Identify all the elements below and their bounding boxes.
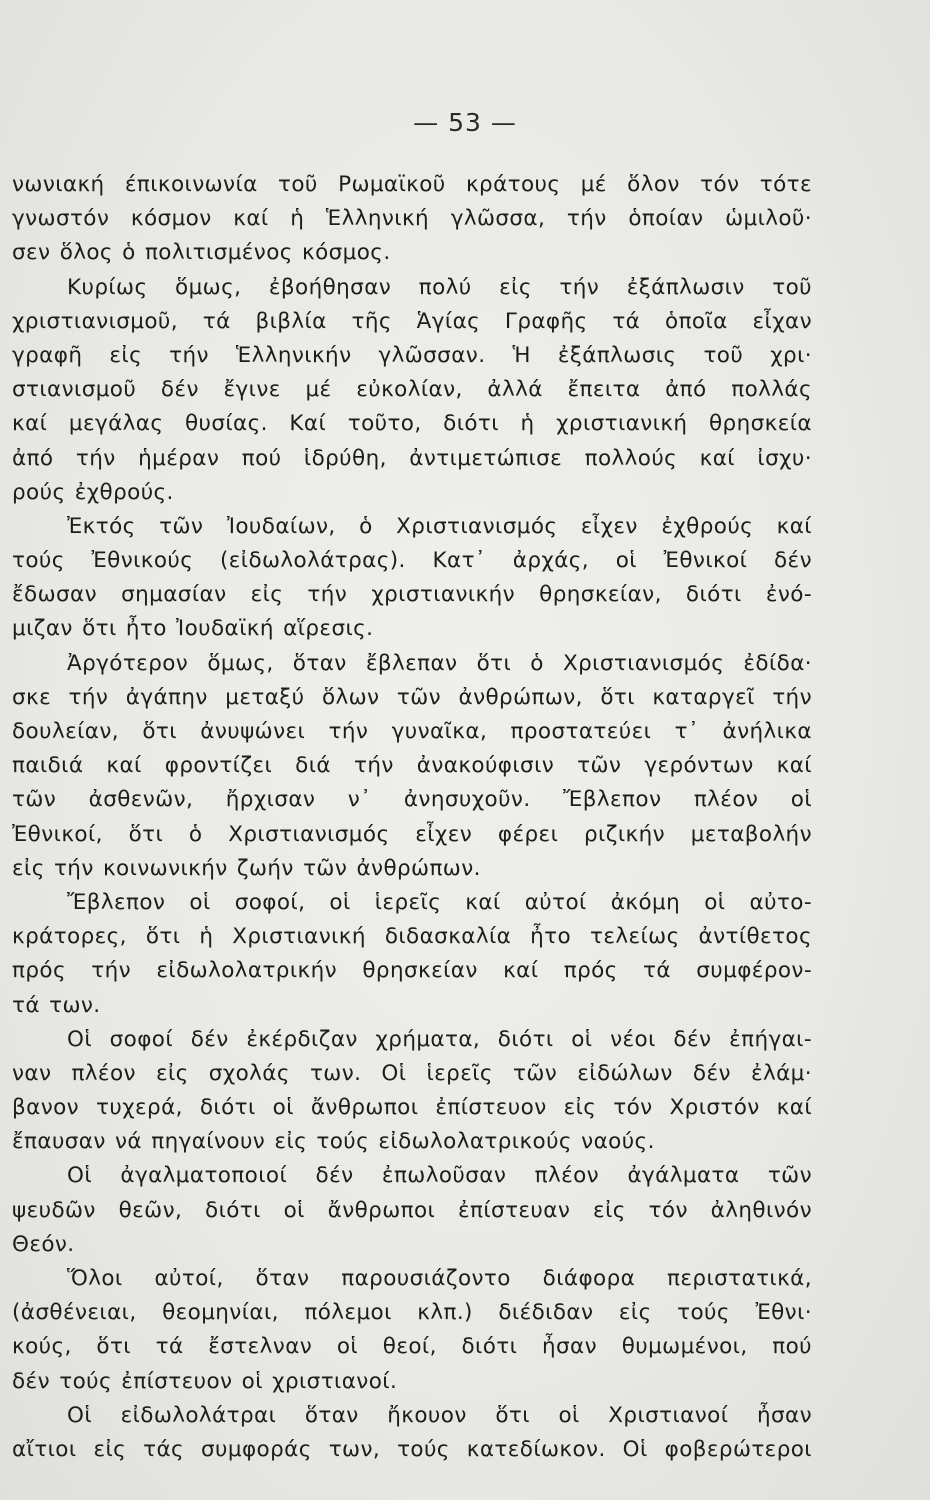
text-line: γνωστόν κόσμον καί ἡ Ἑλληνική γλῶσσα, τήν ὁποίαν ὡμιλοῦ· xyxy=(12,206,812,232)
text-line: γραφῆ εἰς τήν Ἑλληνικήν γλῶσσαν. Ἡ ἐξάπλωσις τοῦ χρι· xyxy=(12,342,812,368)
text-line: τούς Ἐθνικούς (εἰδωλολάτρας). Κατ᾽ ἀρχάς, οἱ Ἐθνικοί δέν xyxy=(12,548,812,574)
text-line: παιδιά καί φροντίζει διά τήν ἀνακούφισιν τῶν γερόντων καί xyxy=(12,753,812,779)
body-text xyxy=(12,168,812,1467)
text-line: ἀπό τήν ἡμέραν πού ἱδρύθη, ἀντιμετώπισε πολλούς καί ἰσχυ· xyxy=(12,445,812,471)
text-line: πρός τήν εἰδωλολατρικήν θρησκείαν καί πρός τά συμφέρον- xyxy=(12,958,812,984)
text-line: Ἔβλεπον οἱ σοφοί, οἱ ἱερεῖς καί αὐτοί ἀκόμη οἱ αὐτο- xyxy=(67,889,812,915)
text-line: Ἐθνικοί, ὅτι ὁ Χριστιανισμός εἶχεν φέρει ριζικήν μεταβολήν xyxy=(12,821,812,847)
text-line: σκε τήν ἀγάπην μεταξύ ὅλων τῶν ἀνθρώπων, ὅτι καταργεῖ τήν xyxy=(12,684,812,710)
text-line: Θεόν. xyxy=(12,1231,75,1257)
text-line: χριστιανισμοῦ, τά βιβλία τῆς Ἁγίας Γραφῆς τά ὁποῖα εἶχαν xyxy=(12,308,812,334)
text-line: νωνιακή έπικοινωνία τοῦ Ρωμαϊκοῦ κράτους μέ ὅλον τόν τότε xyxy=(12,172,812,197)
text-line: στιανισμοῦ δέν ἔγινε μέ εὐκολίαν, ἀλλά ἔπειτα ἀπό πολλάς xyxy=(12,377,812,403)
text-line: (ἀσθένειαι, θεομηνίαι, πόλεμοι κλπ.) διέδιδαν εἰς τούς Ἐθνι· xyxy=(12,1300,812,1326)
text-line: τῶν ἀσθενῶν, ἤρχισαν ν᾽ ἀνησυχοῦν. Ἔβλεπον πλέον οἱ xyxy=(12,787,812,813)
text-line: Ἐκτός τῶν Ἰουδαίων, ὁ Χριστιανισμός εἶχεν ἐχθρούς καί xyxy=(67,513,812,539)
text-line: Ἀργότερον ὅμως, ὅταν ἔβλεπαν ὅτι ὁ Χριστιανισμός ἐδίδα· xyxy=(67,650,812,676)
text-line: καί μεγάλας θυσίας. Καί τοῦτο, διότι ἡ χριστιανική θρησκεία xyxy=(12,411,812,437)
text-line: δουλείαν, ὅτι ἀνυψώνει τήν γυναῖκα, προστατεύει τ᾽ ἀνήλικα xyxy=(12,719,812,744)
text-line: σεν ὅλος ὁ πολιτισμένος κόσμος. xyxy=(12,240,391,266)
text-line: μιζαν ὅτι ἦτο Ἰουδαϊκή αἵρεσις. xyxy=(12,616,374,642)
text-line: ναν πλέον εἰς σχολάς των. Οἱ ἱερεῖς τῶν εἰδώλων δέν ἐλάμ· xyxy=(12,1060,812,1086)
text-line: Οἱ ἀγαλματοποιοί δέν ἐπωλοῦσαν πλέον ἀγάλματα τῶν xyxy=(67,1163,812,1189)
text-line: τά των. xyxy=(12,992,101,1018)
text-line: Κυρίως ὅμως, ἐβοήθησαν πολύ εἰς τήν ἐξάπλωσιν τοῦ xyxy=(67,274,812,300)
text-line: κράτορες, ὅτι ἡ Χριστιανική διδασκαλία ἦτο τελείως ἀντίθετος xyxy=(12,924,812,950)
text-line: Οἱ σοφοί δέν ἐκέρδιζαν χρήματα, διότι οἱ νέοι δέν ἐπήγαι- xyxy=(67,1026,812,1052)
text-line: δέν τούς ἐπίστευον οἱ χριστιανοί. xyxy=(12,1368,398,1394)
text-line: ἔδωσαν σημασίαν εἰς τήν χριστιανικήν θρησκείαν, διότι ἐνό- xyxy=(12,582,812,608)
text-line: βανον τυχερά, διότι οἱ ἄνθρωποι ἐπίστευον εἰς τόν Χριστόν καί xyxy=(12,1095,812,1121)
text-line: αἴτιοι εἰς τάς συμφοράς των, τούς κατεδίωκον. Οἱ φοβερώτεροι xyxy=(12,1436,812,1462)
text-line: ἔπαυσαν νά πηγαίνουν εἰς τούς εἰδωλολατρικούς ναούς. xyxy=(12,1129,655,1155)
text-line: εἰς τήν κοινωνικήν ζωήν τῶν ἀνθρώπων. xyxy=(12,855,481,881)
text-line: Οἱ εἰδωλολάτραι ὅταν ἤκουον ὅτι οἱ Χριστιανοί ἦσαν xyxy=(67,1402,812,1428)
page-number: — 53 — xyxy=(413,108,517,137)
text-line: ψευδῶν θεῶν, διότι οἱ ἄνθρωποι ἐπίστευαν εἰς τόν ἀληθινόν xyxy=(12,1197,812,1223)
text-line: ρούς ἐχθρούς. xyxy=(12,479,174,505)
text-line: Ὅλοι αὐτοί, ὅταν παρουσιάζοντο διάφορα περιστατικά, xyxy=(67,1266,812,1291)
text-line: κούς, ὅτι τά ἔστελναν οἱ θεοί, διότι ἦσαν θυμωμένοι, πού xyxy=(12,1334,812,1360)
